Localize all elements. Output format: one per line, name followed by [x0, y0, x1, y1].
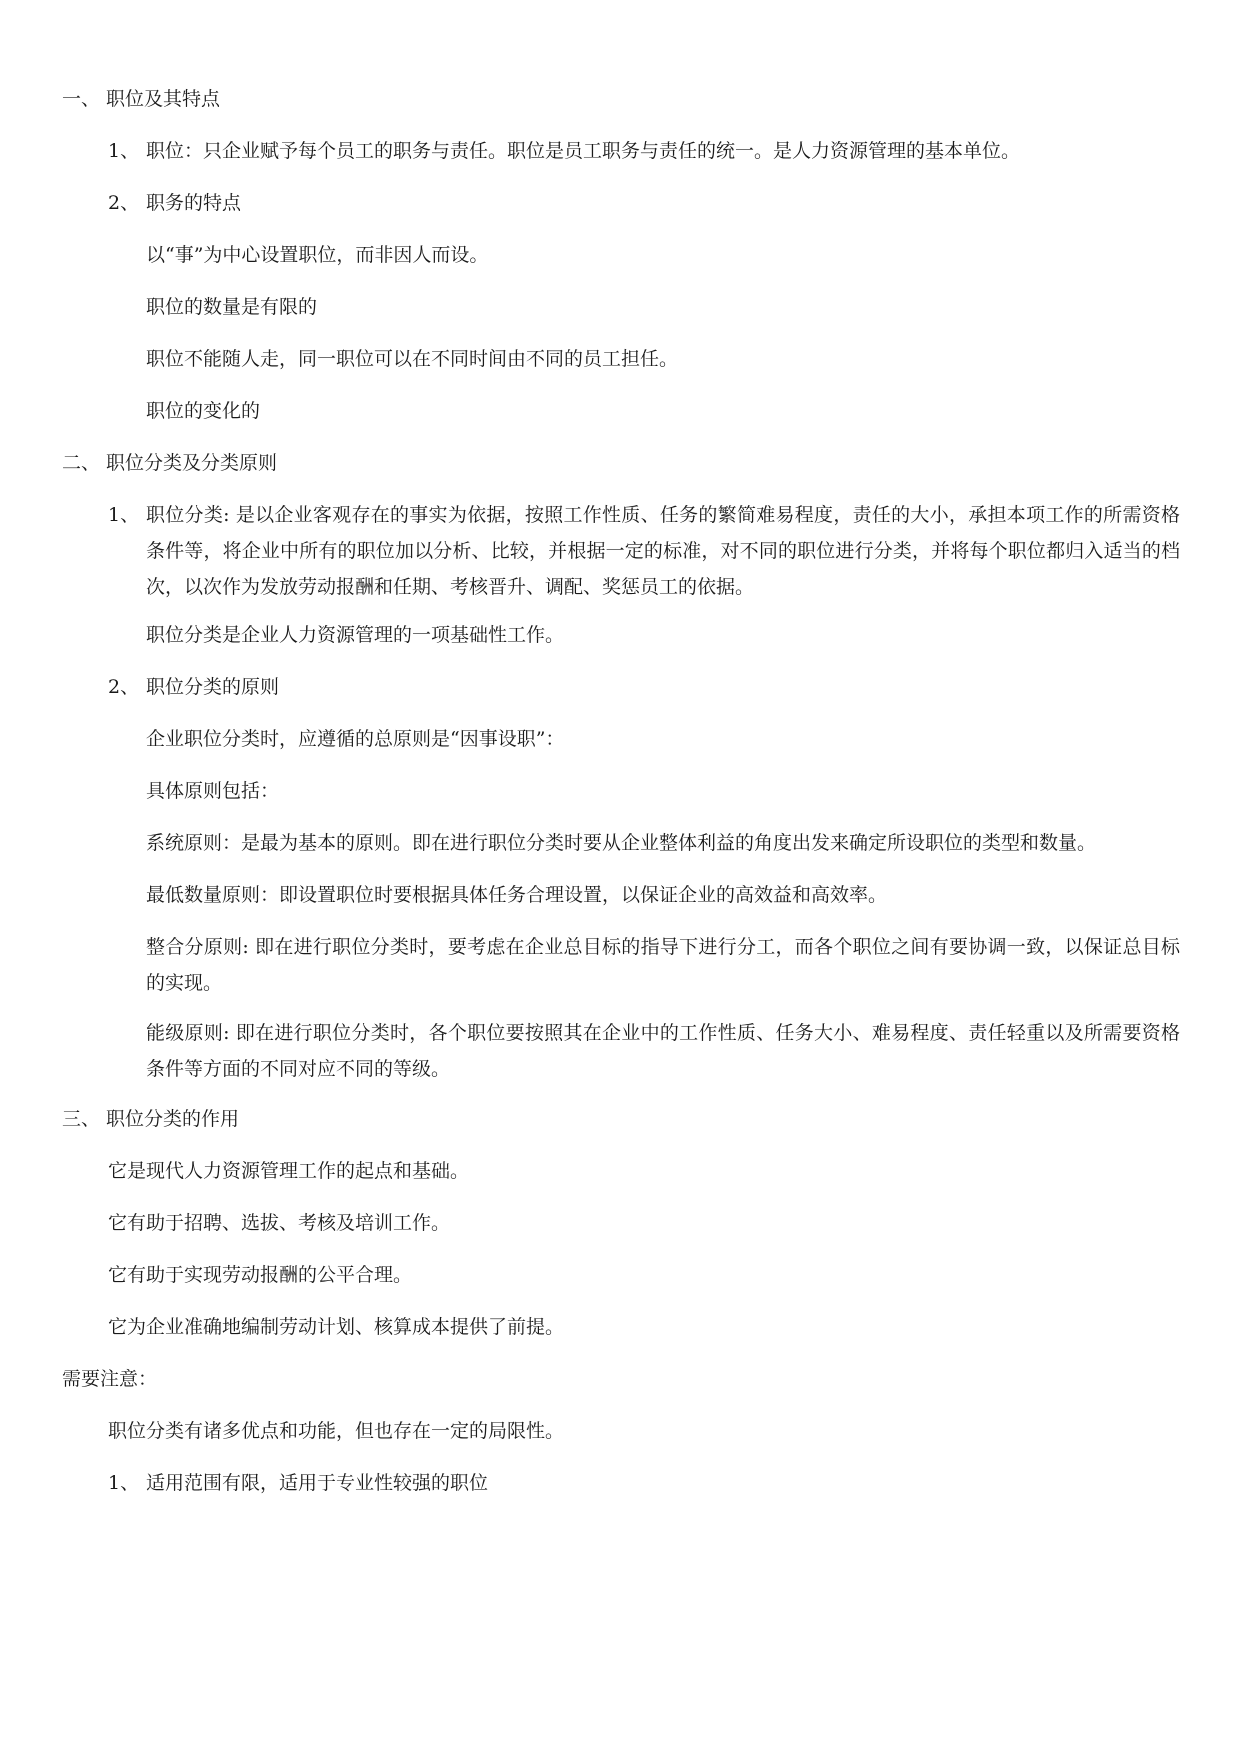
list-item-text: 适用范围有限，适用于专业性较强的职位	[146, 1472, 489, 1494]
sub-point: 职位不能随人走，同一职位可以在不同时间由不同的员工担任。	[146, 348, 679, 370]
section-heading-4: 需要注意：	[62, 1368, 158, 1390]
section-heading-3: 三、 职位分类的作用	[62, 1108, 240, 1130]
list-item-text: 职位分类的原则	[146, 676, 280, 698]
list-number: 1、	[108, 504, 140, 526]
paragraph: 具体原则包括：	[146, 780, 280, 802]
principle-paragraph: 系统原则：是最为基本的原则。即在进行职位分类时要从企业整体利益的角度出发来确定所设职位的类型和数量。	[146, 832, 1097, 854]
list-number: 2、	[108, 192, 140, 214]
paragraph: 它是现代人力资源管理工作的起点和基础。	[108, 1160, 470, 1182]
list-number: 2、	[108, 676, 140, 698]
paragraph: 企业职位分类时，应遵循的总原则是“因事设职”：	[146, 728, 565, 750]
list-number: 1、	[108, 140, 140, 162]
sub-point: 职位的数量是有限的	[146, 296, 318, 318]
paragraph: 职位分类有诸多优点和功能，但也存在一定的局限性。	[108, 1420, 565, 1442]
list-number: 1、	[108, 1472, 140, 1494]
sub-point: 职位的变化的	[146, 400, 261, 422]
list-item-text: 职务的特点	[146, 192, 242, 214]
paragraph: 它为企业准确地编制劳动计划、核算成本提供了前提。	[108, 1316, 565, 1338]
principle-paragraph: 能级原则: 即在进行职位分类时，各个职位要按照其在企业中的工作性质、任务大小、难易程度、责任轻重以及所需要资格条件等方面的不同对应不同的等级。	[146, 1022, 1180, 1080]
paragraph: 职位分类是企业人力资源管理的一项基础性工作。	[146, 624, 565, 646]
section-heading-1: 一、 职位及其特点	[62, 88, 221, 110]
paragraph: 它有助于实现劳动报酬的公平合理。	[108, 1264, 413, 1286]
principle-paragraph: 最低数量原则：即设置职位时要根据具体任务合理设置，以保证企业的高效益和高效率。	[146, 884, 888, 906]
section-heading-2: 二、 职位分类及分类原则	[62, 452, 278, 474]
list-item-text: 职位：只企业赋予每个员工的职务与责任。职位是员工职务与责任的统一。是人力资源管理的基本单位。	[146, 140, 1021, 162]
principle-paragraph: 整合分原则: 即在进行职位分类时，要考虑在企业总目标的指导下进行分工，而各个职位之间有要协调一致，以保证总目标的实现。	[146, 936, 1180, 994]
sub-point: 以“事”为中心设置职位，而非因人而设。	[146, 244, 489, 266]
list-item-paragraph: 职位分类: 是以企业客观存在的事实为依据，按照工作性质、任务的繁简难易程度，责任的大小，承担本项工作的所需资格条件等，将企业中所有的职位加以分析、比较，并根据一定的标准，对不同的职位进行分类，并将每个职位都归入适当的档次，以次作为发放劳动报酬和任期、考核晋升、调配、奖惩员工的依据。	[146, 504, 1180, 598]
paragraph: 它有助于招聘、选拔、考核及培训工作。	[108, 1212, 451, 1234]
